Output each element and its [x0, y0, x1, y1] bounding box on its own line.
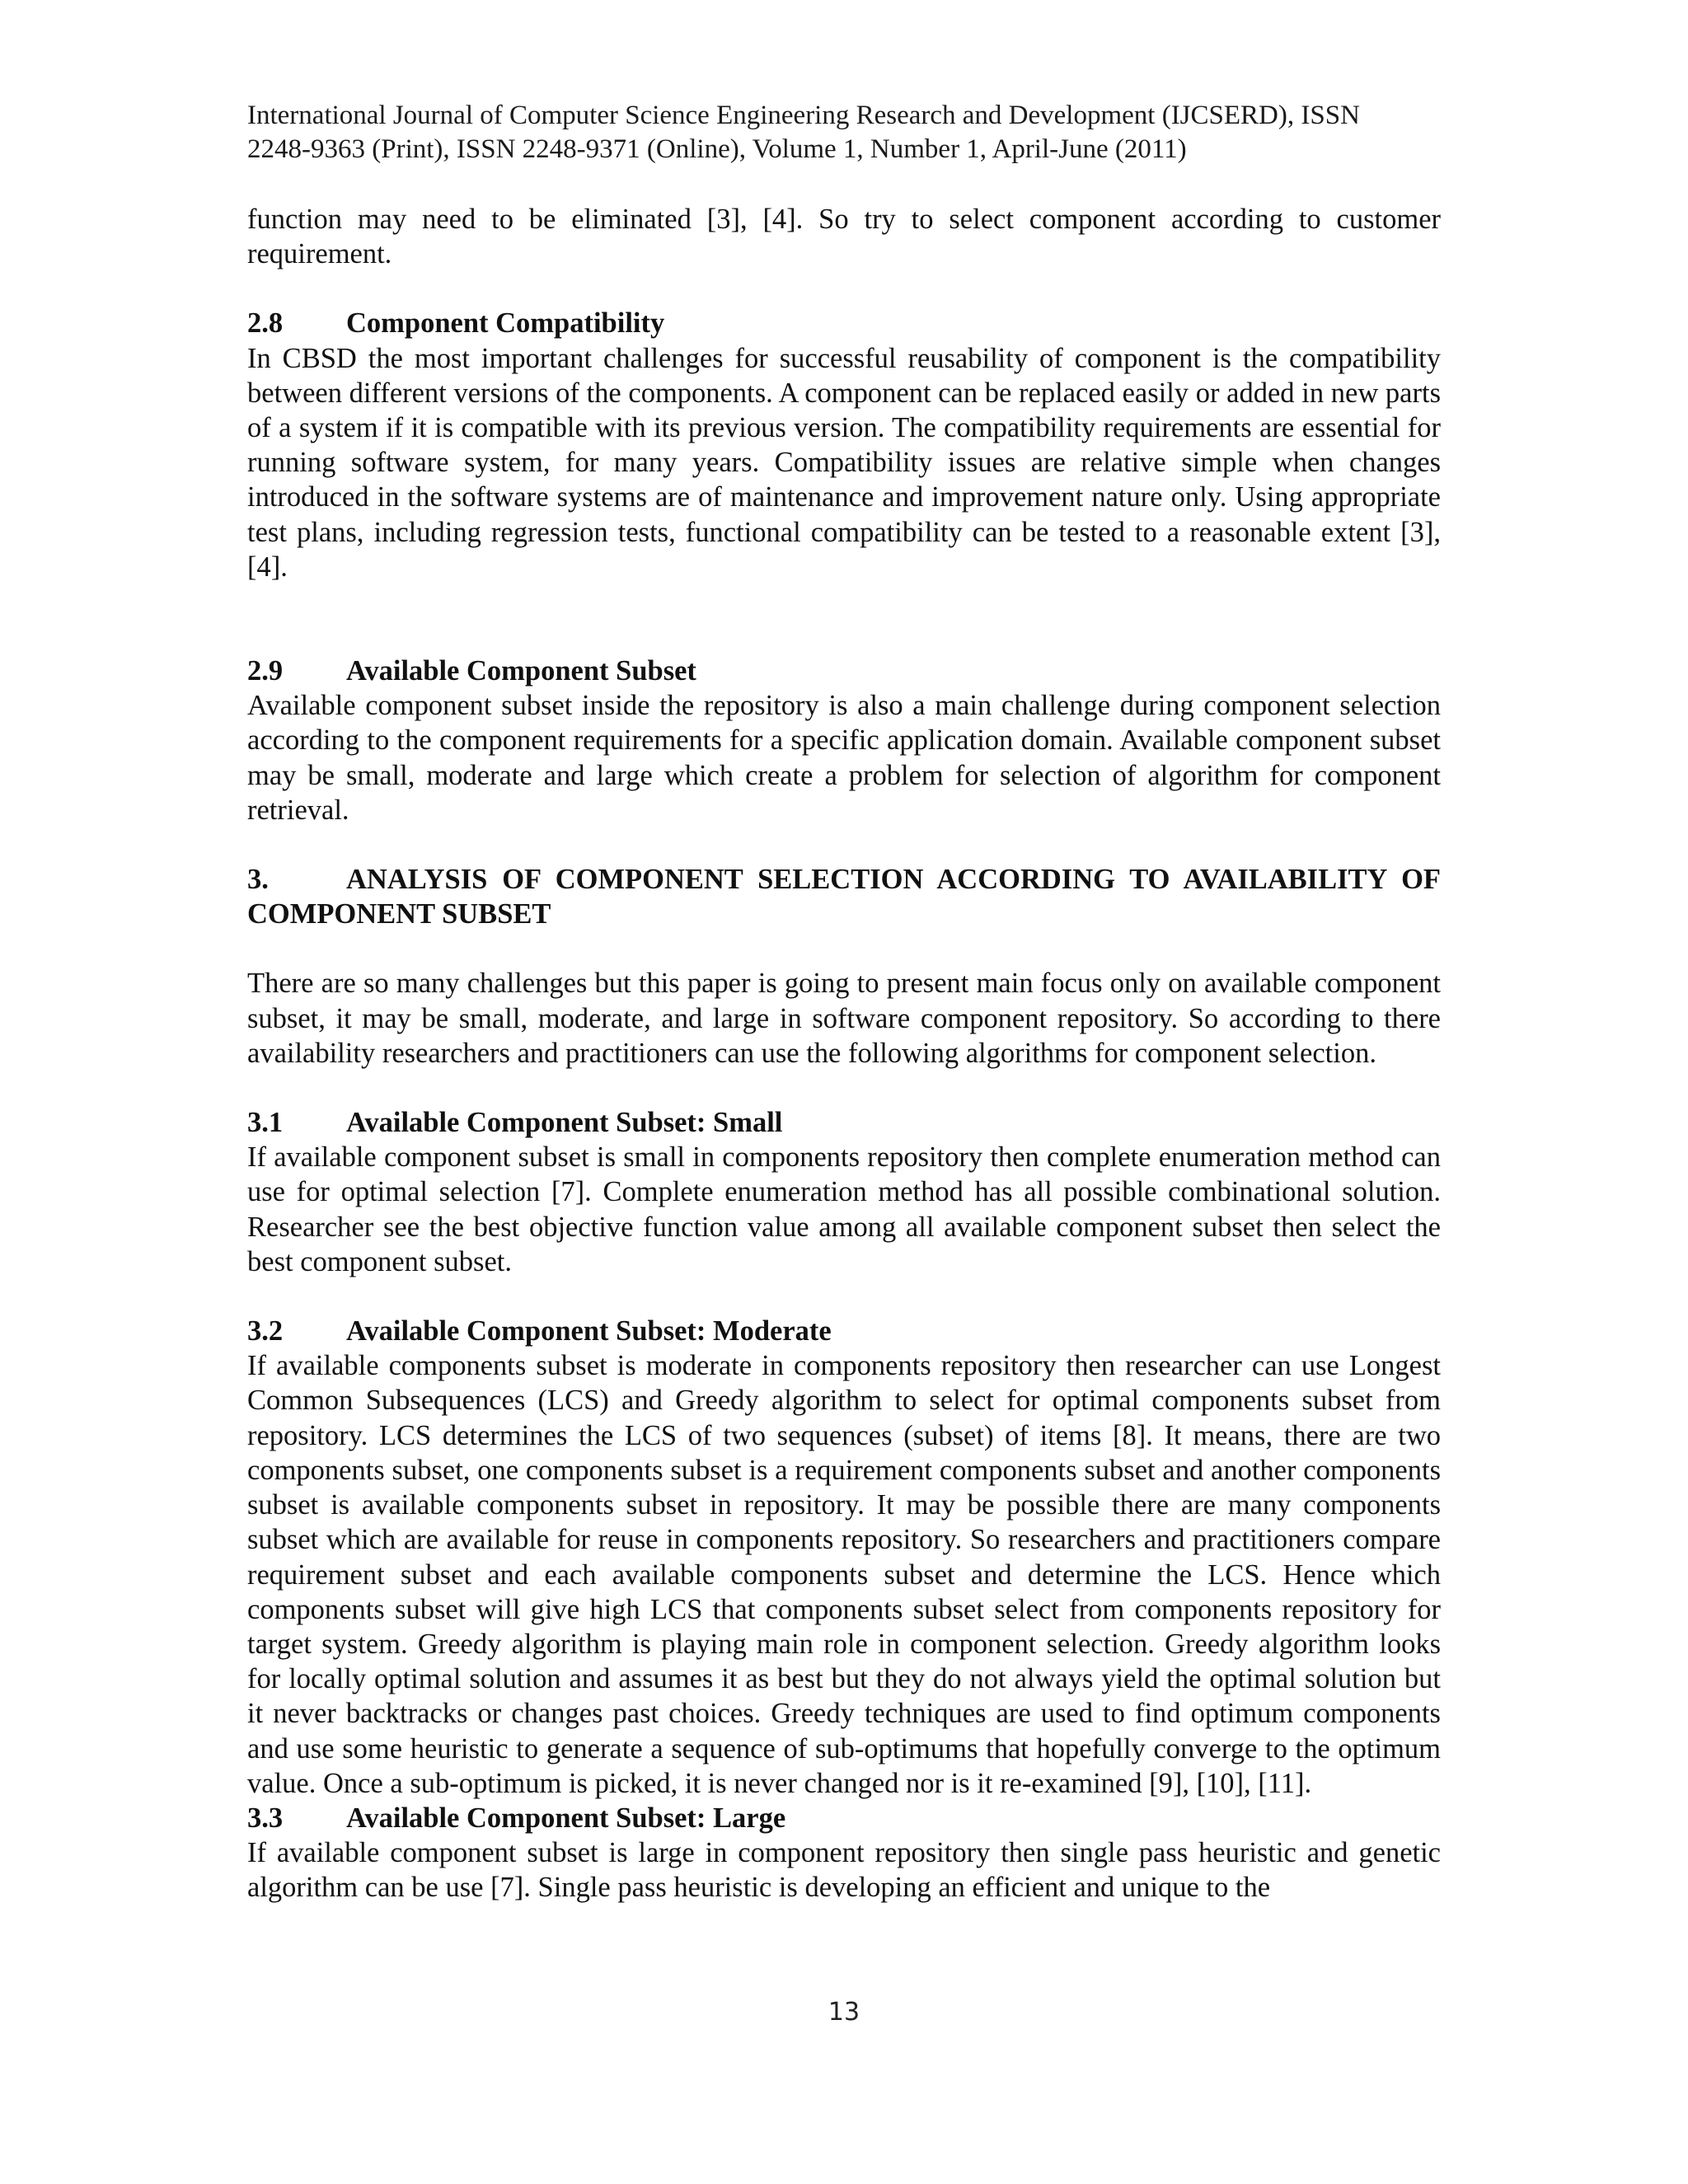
journal-header — [247, 99, 1441, 166]
section-2-8-body: In CBSD the most important challenges for successful reusability of component is the compatibility between different versions of the components. A component can be replaced easily or added in new parts of a system if it is compatible with its previous version. The compatibility requirements are essential for running software system, for many years. Compatibility issues are relative simple when changes introduced in the software systems are of maintenance and improvement nature only. Using appropriate test plans, including regression tests, functional compatibility can be tested to a reasonable extent [3], [4]. — [247, 342, 1441, 583]
section-3-2-title: Available Component Subset: Moderate — [346, 1315, 832, 1347]
continuation-paragraph: function may need to be eliminated [3], [4]. So try to select component according to customer requirement. — [247, 204, 1441, 270]
section-2-8-heading — [247, 306, 1441, 340]
journal-header-line-1: International Journal of Computer Science Engineering Research and Development (IJCSERD), ISSN — [247, 101, 1360, 130]
section-2-8-title: Component Compatibility — [346, 307, 665, 340]
section-3-heading — [247, 862, 1441, 931]
section-2-9-heading — [247, 654, 1441, 688]
section-2-9-number: 2.9 — [247, 655, 284, 687]
page-number: 13 — [828, 1998, 860, 2027]
section-3-3-heading — [247, 1801, 1441, 1835]
section-3-1-title: Available Component Subset: Small — [346, 1107, 783, 1139]
section-3-2-body: If available components subset is moderate in components repository then researcher can use Longest Common Subsequences (LCS) and Greedy algorithm to select for optimal components subset from repository. LCS determines the LCS of two sequences (subset) of items [8]. It means, there are two components subset, one components subset is a requirement components subset and another components subset is available components subset in repository. It may be possible there are many components subset which are available for reuse in components repository. So researchers and practitioners compare requirement subset and each available components subset and determine the LCS. Hence which components subset will give high LCS that components subset select from components repository for target system. Greedy algorithm is playing main role in component selection. Greedy algorithm looks for locally optimal solution and assumes it as best but they do not always yield the optimal solution but it never backtracks or changes past choices. Greedy techniques are used to find optimum components and use some heuristic to generate a sequence of sub-optimums that hopefully converge to the optimum value. Once a sub-optimum is picked, it is never changed nor is it re-examined [9], [10], [11]. — [247, 1350, 1441, 1799]
section-3-1-heading — [247, 1105, 1441, 1140]
section-2-8-number: 2.8 — [247, 307, 284, 340]
section-3-1-body: If available component subset is small in components repository then complete enumeration method can use for optimal selection [7]. Complete enumeration method has all possible combinational solution. Researcher see the best objective function value among all available component subset then select the best component subset. — [247, 1141, 1441, 1277]
section-3-1-number: 3.1 — [247, 1107, 284, 1139]
paper-body — [247, 202, 1441, 1905]
section-3-2-number: 3.2 — [247, 1315, 284, 1347]
section-3-title: ANALYSIS OF COMPONENT SELECTION ACCORDING TO AVAILABILITY OF COMPONENT SUBSET — [247, 864, 1441, 930]
journal-header-line-2: 2248-9363 (Print), ISSN 2248-9371 (Online), Volume 1, Number 1, April-June (2011) — [247, 134, 1187, 164]
section-3-3-title: Available Component Subset: Large — [346, 1802, 786, 1834]
section-2-9-body: Available component subset inside the repository is also a main challenge during component selection according to the component requirements for a specific application domain. Available component subset may be small, moderate and large which create a problem for selection of algorithm for component retrieval. — [247, 690, 1441, 826]
section-2-9-title: Available Component Subset — [346, 655, 696, 687]
section-3-number: 3. — [247, 864, 269, 896]
section-3-3-number: 3.3 — [247, 1802, 284, 1834]
section-3-body: There are so many challenges but this paper is going to present main focus only on available component subset, it may be small, moderate, and large in software component repository. So according to there availability researchers and practitioners can use the following algorithms for component selection. — [247, 968, 1441, 1069]
section-3-2-heading — [247, 1314, 1441, 1348]
section-3-3-body: If available component subset is large in component repository then single pass heuristic and genetic algorithm can be use [7]. Single pass heuristic is developing an efficient and unique to the — [247, 1837, 1441, 1904]
